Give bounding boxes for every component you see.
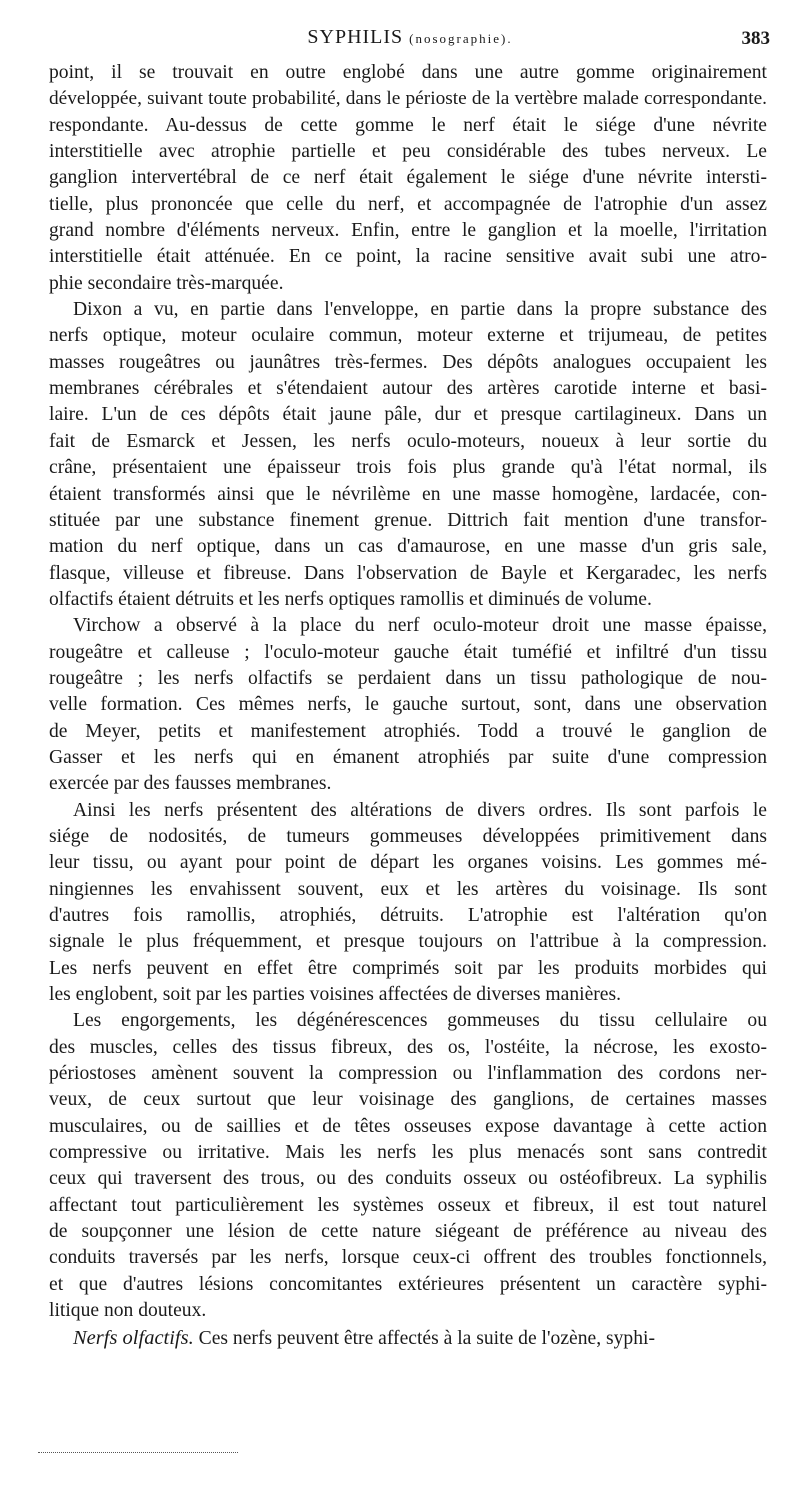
text-line: et que d'autres lésions concomitantes extérieures présentent un caractère syphi-	[49, 1273, 767, 1295]
running-title-subtitle: (nosographie).	[409, 31, 513, 46]
text-line: exercée par des fausses membranes.	[49, 773, 332, 795]
section-line-text: Ces nerfs peuvent être affectés à la suite de l'ozène, syphi-	[193, 1327, 655, 1349]
text-line: point, il se trouvait en outre englobé dans une autre gomme originairement	[49, 62, 767, 83]
text-line: Les nerfs peuvent en effet être comprimés soit par les produits morbides qui	[49, 957, 767, 979]
text-line: les englobent, soit par les parties voisines affectées de diverses manières.	[49, 984, 622, 1006]
page-number: 383	[741, 28, 770, 49]
text-line: mation du nerf optique, dans un cas d'amaurose, en une masse d'un gris sale,	[49, 536, 767, 558]
text-line: flasque, villeuse et fibreuse. Dans l'observation de Bayle et Kergaradec, les nerfs	[49, 562, 767, 584]
text-line: laire. L'un de ces dépôts était jaune pâle, dur et presque cartilagineux. Dans un	[49, 404, 767, 426]
text-line: grand nombre d'éléments nerveux. Enfin, entre le ganglion et la moelle, l'irritation	[49, 220, 767, 242]
text-line: masses rougeâtres ou jaunâtres très-fermes. Des dépôts analogues occupaient les	[49, 351, 767, 373]
text-line: de soupçonner une lésion de cette nature siégeant de préférence au niveau des	[49, 1221, 767, 1243]
text-line: tielle, plus prononcée que celle du nerf, et accompagnée de l'atrophie d'un assez	[49, 193, 767, 215]
text-line: leur tissu, ou ayant pour point de départ les organes voisins. Les gommes mé-	[49, 852, 767, 874]
text-line: interstitielle était atténuée. En ce point, la racine sensitive avait subi une atro-	[49, 246, 767, 268]
text-line: ningiennes les envahissent souvent, eux et les artères du voisinage. Ils sont	[49, 878, 767, 900]
section-line	[49, 1325, 767, 1351]
text-line: Ainsi les nerfs présentent des altérations de divers ordres. Ils sont parfois le	[73, 799, 767, 821]
footnote-rule	[38, 1452, 238, 1453]
text-line: des muscles, celles des tissus fibreux, des os, l'ostéite, la nécrose, les exosto-	[49, 1036, 767, 1058]
text-line: olfactifs étaient détruits et les nerfs optiques ramollis et diminués de volume.	[49, 588, 652, 610]
text-line: Virchow a observé à la place du nerf oculo-moteur droit une masse épaisse,	[73, 615, 767, 637]
body-text	[49, 60, 767, 1351]
text-line: signale le plus fréquemment, et presque toujours on l'attribue à la compression.	[49, 931, 767, 953]
text-line: phie secondaire très-marquée.	[49, 272, 284, 294]
running-title	[50, 26, 770, 49]
text-line: interstitielle avec atrophie partielle et peu considérable des tubes nerveux. Le	[49, 141, 767, 163]
text-line: litique non douteux.	[49, 1300, 207, 1322]
text-line: respondante. Au-dessus de cette gomme le nerf était le siége d'une névrite	[49, 114, 767, 136]
text-line: fait de Esmarck et Jessen, les nerfs oculo-moteurs, noueux à leur sortie du	[49, 430, 767, 452]
text-line: affectant tout particulièrement les systèmes osseux et fibreux, il est tout naturel	[49, 1194, 767, 1216]
section-heading-olfactory-nerves: Nerfs olfactifs.	[73, 1326, 194, 1349]
running-title-main: SYPHILIS	[307, 26, 404, 48]
text-line: membranes cérébrales et s'étendaient autour des artères carotide interne et basi-	[49, 378, 767, 400]
text-line: stituée par une substance finement grenue. Dittrich fait mention d'une transfor-	[49, 509, 767, 531]
text-line: ganglion intervertébral de ce nerf était également le siége d'une névrite intersti-	[49, 167, 767, 189]
text-line: étaient transformés ainsi que le névrilème en une masse homogène, lardacée, con-	[49, 483, 767, 505]
text-line: musculaires, ou de saillies et de têtes osseuses expose davantage à cette action	[49, 1115, 767, 1137]
text-line: compressive ou irritative. Mais les nerfs les plus menacés sont sans contredit	[49, 1142, 767, 1164]
text-line: velle formation. Ces mêmes nerfs, le gauche surtout, sont, dans une observation	[49, 694, 767, 716]
text-line: nerfs optique, moteur oculaire commun, moteur externe et trijumeau, de petites	[49, 325, 767, 347]
text-line: veux, de ceux surtout que leur voisinage des ganglions, de certaines masses	[49, 1089, 767, 1111]
text-line: rougeâtre ; les nerfs olfactifs se perdaient dans un tissu pathologique de nou-	[49, 667, 767, 689]
text-line: périostoses amènent souvent la compression ou l'inflammation des cordons ner-	[49, 1063, 767, 1085]
text-line: Gasser et les nerfs qui en émanent atrophiés par suite d'une compression	[49, 746, 767, 768]
text-line: ceux qui traversent des trous, ou des conduits osseux ou ostéofibreux. La syphilis	[49, 1168, 767, 1190]
text-line: siége de nodosités, de tumeurs gommeuses développées primitivement dans	[49, 825, 767, 847]
text-line: crâne, présentaient une épaisseur trois fois plus grande qu'à l'état normal, ils	[49, 457, 767, 479]
running-header	[50, 26, 770, 56]
text-line: conduits traversés par les nerfs, lorsque ceux-ci offrent des troubles fonctionnels,	[49, 1247, 767, 1269]
text-line: de Meyer, petits et manifestement atrophiés. Todd a trouvé le ganglion de	[49, 720, 767, 742]
text-line: Dixon a vu, en partie dans l'enveloppe, en partie dans la propre substance des	[73, 299, 767, 321]
text-line: d'autres fois ramollis, atrophiés, détruits. L'atrophie est l'altération qu'on	[49, 905, 767, 926]
text-line: rougeâtre et calleuse ; l'oculo-moteur gauche était tuméfié et infiltré d'un tissu	[49, 641, 767, 663]
text-line: Les engorgements, les dégénérescences gommeuses du tissu cellulaire ou	[73, 1010, 767, 1032]
text-line: développée, suivant toute probabilité, dans le périoste de la vertèbre malade correspondante.	[49, 88, 767, 110]
